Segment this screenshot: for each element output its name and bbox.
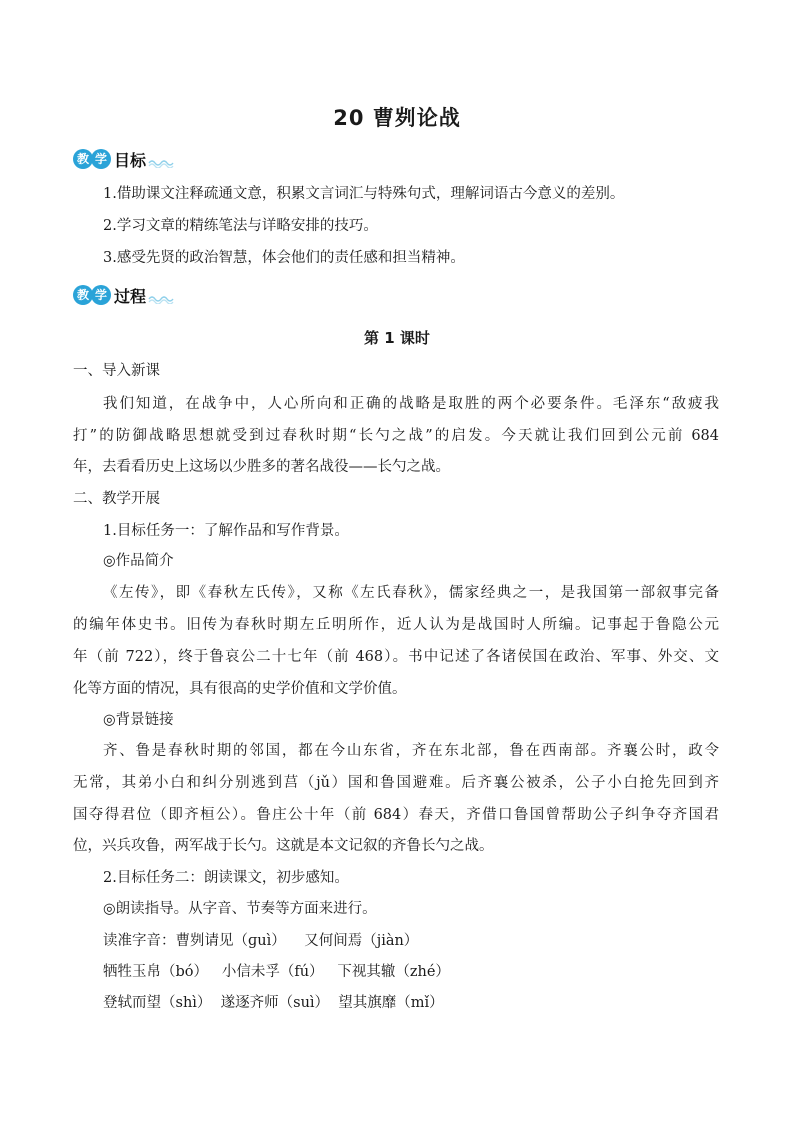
paragraph-line: 化等方面的情况，具有很高的史学价值和文学价值。 [73, 681, 407, 697]
lesson-title: 第 1 课时 [364, 329, 430, 347]
paragraph-line: 打”的防御战略思想就受到过春秋时期“长勺之战”的启发。今天就让我们回到公元前 684 [73, 428, 719, 444]
subsection-head: ◎朗读指导。从字音、节奏等方面来进行。 [103, 901, 377, 917]
paragraph-line: 位，兴兵攻鲁，两军战于长勺。这就是本文记叙的齐鲁长勺之战。 [73, 838, 494, 854]
objectives-badge [73, 149, 111, 169]
objective-item: 2.学习文章的精练笔法与详略安排的技巧。 [103, 218, 378, 234]
objective-item: 3.感受先贤的政治智慧，体会他们的责任感和担当精神。 [103, 250, 465, 266]
objectives-label: 目标 [114, 150, 147, 170]
badge-char-2: 学 [91, 285, 111, 305]
badge-char-1: 教 [73, 285, 93, 305]
paragraph-line: 我们知道，在战争中，人心所向和正确的战略是取胜的两个必要条件。毛泽东“敌疲我 [103, 396, 719, 412]
badge-char-2: 学 [91, 149, 111, 169]
subsection-head: ◎作品简介 [103, 553, 174, 569]
process-badge [73, 285, 111, 305]
paragraph-line: 《左传》，即《春秋左氏传》，又称《左氏春秋》，儒家经典之一，是我国第一部叙事完备 [103, 585, 719, 601]
paragraph-line: 国夺得君位（即齐桓公）。鲁庄公十年（前 684）春天，齐借口鲁国曾帮助公子纠争夺齐国君 [73, 807, 719, 823]
process-heading [73, 283, 174, 307]
paragraph-line: 年，去看看历史上这场以少胜多的著名战役——长勺之战。 [73, 459, 450, 475]
page-title: 20 曹刿论战 [333, 106, 461, 130]
paragraph-line: 的编年体史书。旧传为春秋时期左丘明所作，近人认为是战国时人所编。记事起于鲁隐公元 [73, 617, 719, 633]
pronunciation-line: 登轼而望（shì） 遂逐齐师（suì） 望其旗靡（mǐ） [103, 995, 444, 1011]
wave-decoration-icon [148, 158, 174, 168]
subsection-head: ◎背景链接 [103, 712, 174, 728]
section-title: 一、导入新课 [73, 363, 160, 379]
objective-item: 1.借助课文注释疏通文意，积累文言词汇与特殊句式，理解词语古今意义的差别。 [103, 186, 625, 202]
pronunciation-line: 读准字音：曹刿请见（ɡuì） 又何间焉（jiàn） [103, 933, 419, 949]
paragraph-line: 齐、鲁是春秋时期的邻国，都在今山东省，齐在东北部，鲁在西南部。齐襄公时，政令 [103, 743, 719, 759]
objectives-heading [73, 147, 174, 171]
paragraph-line: 年（前 722），终于鲁哀公二十七年（前 468）。书中记述了各诸侯国在政治、军事、外交、文 [73, 649, 719, 665]
task-heading: 2.目标任务二：朗读课文，初步感知。 [103, 870, 349, 886]
badge-char-1: 教 [73, 149, 93, 169]
section-title: 二、教学开展 [73, 491, 160, 507]
paragraph-line: 无常，其弟小白和纠分别逃到莒（jǔ）国和鲁国避难。后齐襄公被杀，公子小白抢先回到齐 [73, 775, 719, 791]
pronunciation-line: 牺牲玉帛（bó） 小信未孚（fú） 下视其辙（zhé） [103, 964, 450, 980]
process-label: 过程 [114, 286, 147, 306]
task-heading: 1.目标任务一：了解作品和写作背景。 [103, 523, 349, 539]
wave-decoration-icon [148, 294, 174, 304]
